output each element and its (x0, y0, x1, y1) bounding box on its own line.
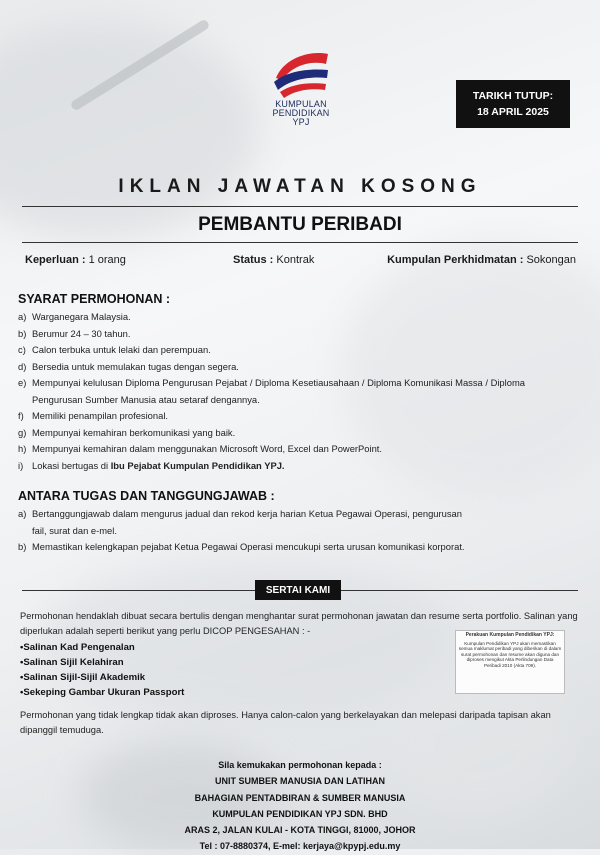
notice-body: Kumpulan Pendidikan YPJ akan memastikan semua maklumat peribadi yang diberikan di dalam surat permohonan dan resume akan diguna dan diproses mengikut Akta Perlindungan Data Peribadi 2010 (Akta 709). (458, 640, 562, 668)
closing-note: Permohonan yang tidak lengkap tidak akan diproses. Hanya calon-calon yang berkelayakan dan melepasi daripada tapisan akan dipanggil temuduga. (20, 710, 551, 735)
list-item: b) Memastikan kelengkapan pejabat Ketua Pegawai Operasi mencukupi serta urusan komunikasi korporat. (18, 541, 465, 552)
required-documents (20, 640, 184, 700)
duties-heading: ANTARA TUGAS DAN TANGGUNGJAWAB : (18, 489, 275, 503)
background-photo (0, 20, 260, 240)
list-item: b) Berumur 24 – 30 tahun. (18, 327, 131, 339)
list-item: a) Warganegara Malaysia. (18, 311, 131, 322)
list-item: •Salinan Sijil-Sijil Akademik (20, 672, 146, 683)
list-item: •Sekeping Gambar Ukuran Passport (20, 687, 185, 698)
title-divider (22, 206, 578, 207)
title-divider (22, 242, 578, 243)
list-item: g) Mempunyai kemahiran berkomunikasi yang baik. (18, 426, 236, 438)
contact-info: Tel : 07-8880374, E-mel: kerjaya@kpypj.edu.my (199, 841, 401, 852)
vacancy-value: 1 orang (88, 254, 126, 266)
section-divider (341, 590, 578, 591)
address-line: BAHAGIAN PENTADBIRAN & SUMBER MANUSIA (194, 792, 406, 803)
deadline-label: TARIKH TUTUP: (472, 90, 554, 102)
list-item: •Salinan Kad Pengenalan (20, 642, 135, 653)
notice-title: Perakuan Kumpulan Pendidikan YPJ: (465, 632, 555, 638)
logo-text: PENDIDIKAN (272, 108, 330, 118)
status-value: Kontrak (276, 254, 315, 266)
requirements-list (18, 309, 578, 474)
duties-list (18, 506, 578, 556)
list-item: e) Mempunyai kelulusan Diploma Pengurusan Pejabat / Diploma Kesetiausahaan / Diploma Komunikasi Massa / Diploma Pengurusan Sumber Manusia atau setaraf dengannya. (18, 377, 525, 405)
logo-text: YPJ (292, 117, 310, 127)
job-title: PEMBANTU PERIBADI (198, 214, 402, 235)
join-us-label: SERTAI KAMI (255, 580, 341, 600)
data-protection-notice (455, 630, 565, 694)
deadline-box (456, 80, 570, 128)
service-group-label: Kumpulan Perkhidmatan : (387, 254, 524, 266)
application-address (0, 757, 600, 855)
address-line: UNIT SUMBER MANUSIA DAN LATIHAN (215, 776, 385, 787)
application-instructions: Permohonan hendaklah dibuat secara bertulis dengan menghantar surat permohonan jawatan dan resume serta portfolio. Salinan yang diperlukan adalah seperti berikut yang perlu DICOP PENGESAHAN : - (20, 611, 578, 636)
work-location: Ibu Pejabat Kumpulan Pendidikan YPJ. (110, 459, 285, 471)
section-divider (22, 590, 255, 591)
requirements-heading: SYARAT PERMOHONAN : (18, 292, 171, 306)
company-logo (262, 48, 340, 127)
logo-emblem-icon (270, 48, 332, 100)
page-title: IKLAN JAWATAN KOSONG (118, 176, 482, 197)
list-item: a) Bertanggungjawab dalam mengurus jadual dan rekod kerja harian Ketua Pegawai Operasi, pengurusan fail, surat dan e-mel. (18, 508, 462, 536)
list-item: f) Memiliki penampilan profesional. (18, 410, 169, 421)
status-label: Status : (233, 254, 274, 266)
service-group-info (387, 254, 576, 266)
vacancy-label: Keperluan : (25, 254, 86, 266)
list-item: c) Calon terbuka untuk lelaki dan perempuan. (18, 344, 211, 355)
address-line: KUMPULAN PENDIDIKAN YPJ SDN. BHD (212, 808, 388, 819)
vacancy-info (25, 254, 126, 266)
address-line: ARAS 2, JALAN KULAI - KOTA TINGGI, 81000, JOHOR (184, 825, 416, 836)
list-item: d) Bersedia untuk memulakan tugas dengan segera. (18, 360, 239, 372)
apply-intro: Sila kemukakan permohonan kepada : (218, 760, 382, 770)
list-item: i) Lokasi bertugas di Ibu Pejabat Kumpulan Pendidikan YPJ. (18, 459, 285, 471)
deadline-date: 18 APRIL 2025 (477, 106, 549, 118)
logo-text: KUMPULAN (275, 99, 327, 109)
list-item: •Salinan Sijil Kelahiran (20, 657, 124, 668)
status-info (233, 254, 314, 266)
list-item: h) Mempunyai kemahiran dalam menggunakan Microsoft Word, Excel dan PowerPoint. (18, 443, 382, 454)
service-group-value: Sokongan (526, 254, 576, 266)
